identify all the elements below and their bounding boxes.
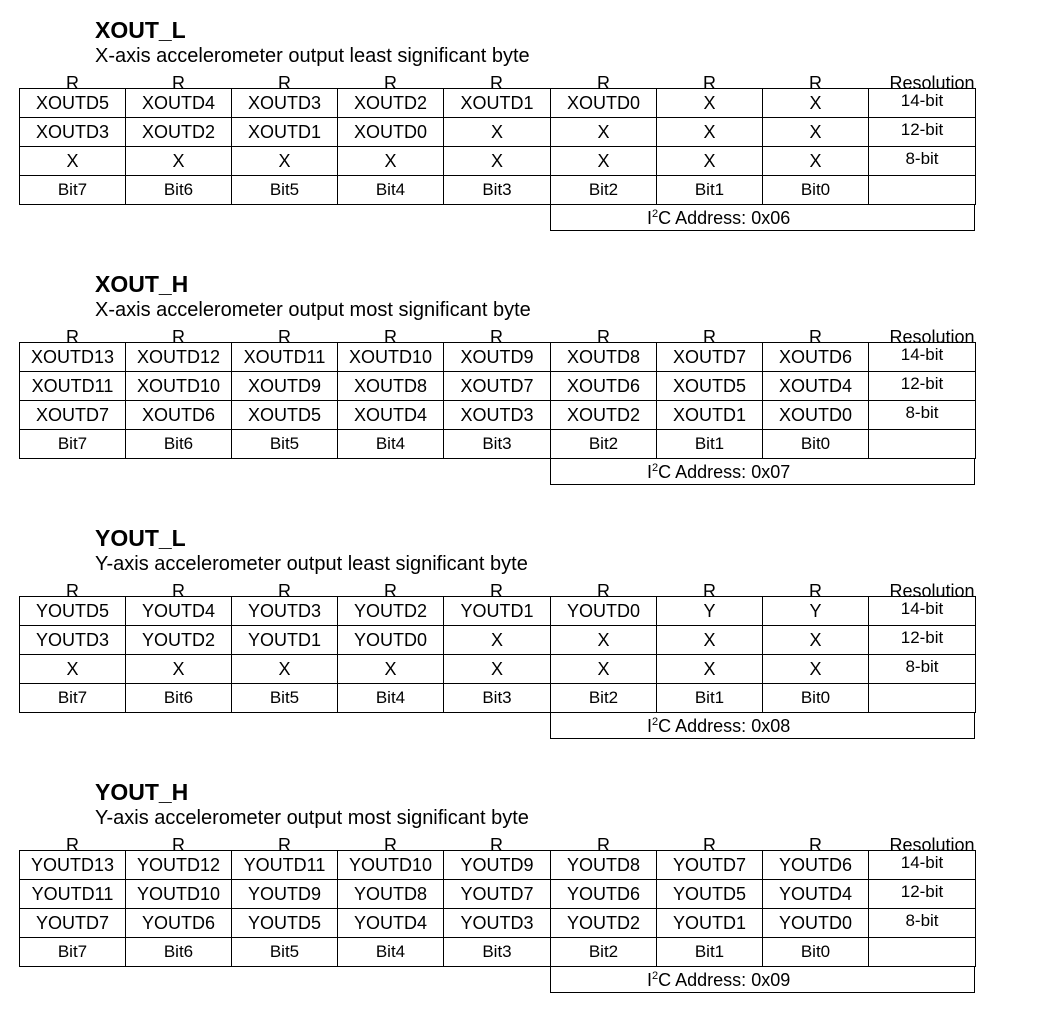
bit-cell: YOUTD10 (338, 851, 444, 880)
bit-cell: XOUTD7 (444, 372, 551, 401)
access-label: R (278, 73, 291, 93)
bit-number-cell: Bit3 (444, 938, 551, 967)
addr-label: C Address: (658, 716, 747, 736)
addr-value: 0x06 (751, 208, 791, 228)
bit-cell: YOUTD5 (232, 909, 338, 938)
bit-cell: YOUTD3 (20, 626, 126, 655)
bit-cell: Y (763, 597, 869, 626)
bit-cell: X (126, 655, 232, 684)
register-table (19, 596, 976, 713)
bit-number-cell: Bit0 (763, 684, 869, 713)
bit-cell: X (551, 655, 657, 684)
bit-cell: XOUTD7 (20, 401, 126, 430)
bit-number-cell: Bit0 (763, 430, 869, 459)
bit-cell: XOUTD2 (126, 118, 232, 147)
bit-cell: YOUTD4 (338, 909, 444, 938)
bit-number-cell: Bit5 (232, 176, 338, 205)
bit-cell: XOUTD11 (232, 343, 338, 372)
resolution-cell: 8-bit (869, 655, 976, 684)
access-label: R (703, 327, 716, 347)
i2c-address (550, 205, 975, 231)
resolution-cell: 8-bit (869, 147, 976, 176)
resolution-header: Resolution (889, 581, 975, 601)
bit-cell: XOUTD1 (444, 89, 551, 118)
bit-cell: X (232, 147, 338, 176)
bit-cell: X (232, 655, 338, 684)
register-name: XOUT_H (95, 271, 189, 297)
bit-cell: YOUTD11 (20, 880, 126, 909)
access-label: R (490, 73, 503, 93)
bit-number-cell: Bit6 (126, 176, 232, 205)
access-label: R (597, 73, 610, 93)
bit-cell: YOUTD7 (444, 880, 551, 909)
bit-number-cell: Bit1 (657, 430, 763, 459)
access-label: R (172, 581, 185, 601)
bit-cell: XOUTD6 (763, 343, 869, 372)
access-label: R (490, 327, 503, 347)
bit-number-cell: Bit4 (338, 176, 444, 205)
bit-cell: YOUTD0 (551, 597, 657, 626)
bit-cell: XOUTD7 (657, 343, 763, 372)
bit-cell: YOUTD1 (444, 597, 551, 626)
register-name: YOUT_L (95, 525, 186, 551)
bit-cell: YOUTD1 (232, 626, 338, 655)
addr-value: 0x07 (751, 462, 791, 482)
bit-cell: XOUTD10 (126, 372, 232, 401)
bit-cell: XOUTD5 (20, 89, 126, 118)
addr-value: 0x08 (751, 716, 791, 736)
bit-cell: XOUTD4 (338, 401, 444, 430)
resolution-header: Resolution (889, 73, 975, 93)
bit-number-cell: Bit1 (657, 684, 763, 713)
bit-cell: YOUTD8 (551, 851, 657, 880)
bit-number-cell: Bit2 (551, 430, 657, 459)
bit-cell: YOUTD2 (551, 909, 657, 938)
bit-cell: X (126, 147, 232, 176)
bit-number-cell: Bit1 (657, 176, 763, 205)
bit-cell: X (338, 655, 444, 684)
bit-number-cell: Bit6 (126, 938, 232, 967)
access-label: R (809, 327, 822, 347)
access-label: R (384, 835, 397, 855)
register-description: X-axis accelerometer output most significant byte (95, 299, 531, 321)
register-description: X-axis accelerometer output least significant byte (95, 45, 530, 67)
bit-cell: X (551, 147, 657, 176)
bit-cell: XOUTD13 (20, 343, 126, 372)
access-label: R (66, 835, 79, 855)
bit-cell: XOUTD9 (232, 372, 338, 401)
access-label: R (172, 835, 185, 855)
resolution-header: Resolution (889, 327, 975, 347)
table-row (20, 597, 976, 626)
bit-cell: XOUTD8 (551, 343, 657, 372)
table-row (20, 401, 976, 430)
addr-label: C Address: (658, 462, 747, 482)
resolution-cell: 12-bit (869, 118, 976, 147)
bit-number-cell: Bit6 (126, 430, 232, 459)
bit-cell: YOUTD6 (551, 880, 657, 909)
bit-cell: X (551, 626, 657, 655)
bit-number-cell: Bit7 (20, 938, 126, 967)
bit-number-cell: Bit5 (232, 938, 338, 967)
resolution-cell: 14-bit (869, 851, 976, 880)
resolution-cell: 12-bit (869, 626, 976, 655)
bit-cell: YOUTD2 (126, 626, 232, 655)
bit-cell: X (444, 655, 551, 684)
access-label: R (703, 835, 716, 855)
register-table (19, 342, 976, 459)
bit-cell: YOUTD8 (338, 880, 444, 909)
bit-cell: X (444, 118, 551, 147)
access-label: R (278, 327, 291, 347)
bit-number-cell: Bit6 (126, 684, 232, 713)
bit-cell: YOUTD3 (232, 597, 338, 626)
bit-cell: YOUTD11 (232, 851, 338, 880)
addr-sup: 2 (652, 462, 659, 474)
bit-cell: XOUTD2 (551, 401, 657, 430)
bit-cell: XOUTD10 (338, 343, 444, 372)
i2c-address (550, 967, 975, 993)
bit-number-row (20, 430, 976, 459)
bit-number-row (20, 684, 976, 713)
table-row (20, 909, 976, 938)
access-label: R (597, 835, 610, 855)
bit-cell: XOUTD3 (444, 401, 551, 430)
bit-cell: XOUTD8 (338, 372, 444, 401)
resolution-cell: 14-bit (869, 597, 976, 626)
access-label: R (172, 327, 185, 347)
access-label: R (809, 73, 822, 93)
bit-cell: X (657, 147, 763, 176)
bit-cell: YOUTD0 (763, 909, 869, 938)
table-row (20, 880, 976, 909)
access-label: R (278, 835, 291, 855)
table-row (20, 147, 976, 176)
bit-number-cell: Bit2 (551, 938, 657, 967)
bit-cell: XOUTD0 (338, 118, 444, 147)
bit-cell: X (763, 89, 869, 118)
bit-cell: X (763, 118, 869, 147)
empty-cell (869, 176, 976, 205)
access-label: R (597, 327, 610, 347)
access-label: R (66, 327, 79, 347)
empty-cell (869, 430, 976, 459)
bit-cell: XOUTD1 (657, 401, 763, 430)
access-label: R (490, 835, 503, 855)
resolution-cell: 14-bit (869, 343, 976, 372)
access-label: R (384, 327, 397, 347)
access-label: R (809, 835, 822, 855)
bit-number-cell: Bit2 (551, 684, 657, 713)
bit-cell: XOUTD3 (232, 89, 338, 118)
table-row (20, 372, 976, 401)
register-name: XOUT_L (95, 17, 186, 43)
resolution-header: Resolution (889, 835, 975, 855)
access-label: R (809, 581, 822, 601)
i2c-address (550, 713, 975, 739)
bit-cell: YOUTD6 (126, 909, 232, 938)
table-row (20, 343, 976, 372)
bit-cell: XOUTD1 (232, 118, 338, 147)
register-name: YOUT_H (95, 779, 189, 805)
bit-cell: YOUTD5 (20, 597, 126, 626)
register-description: Y-axis accelerometer output least significant byte (95, 553, 528, 575)
addr-label: C Address: (658, 208, 747, 228)
bit-cell: X (20, 147, 126, 176)
bit-number-row (20, 938, 976, 967)
bit-cell: YOUTD12 (126, 851, 232, 880)
empty-cell (869, 684, 976, 713)
bit-cell: XOUTD11 (20, 372, 126, 401)
bit-cell: X (444, 626, 551, 655)
access-label: R (703, 581, 716, 601)
bit-cell: X (657, 626, 763, 655)
bit-number-cell: Bit3 (444, 430, 551, 459)
table-row (20, 655, 976, 684)
register-table (19, 88, 976, 205)
access-label: R (66, 581, 79, 601)
bit-number-cell: Bit2 (551, 176, 657, 205)
access-label: R (490, 581, 503, 601)
bit-number-cell: Bit0 (763, 176, 869, 205)
access-label: R (597, 581, 610, 601)
register-table (19, 850, 976, 967)
bit-cell: YOUTD1 (657, 909, 763, 938)
access-label: R (384, 581, 397, 601)
addr-value: 0x09 (751, 970, 791, 990)
bit-cell: YOUTD3 (444, 909, 551, 938)
resolution-cell: 14-bit (869, 89, 976, 118)
bit-number-cell: Bit1 (657, 938, 763, 967)
addr-prefix: I (647, 970, 653, 990)
bit-number-cell: Bit3 (444, 176, 551, 205)
resolution-cell: 8-bit (869, 909, 976, 938)
bit-cell: YOUTD10 (126, 880, 232, 909)
bit-number-cell: Bit0 (763, 938, 869, 967)
table-row (20, 626, 976, 655)
resolution-cell: 12-bit (869, 880, 976, 909)
bit-cell: YOUTD2 (338, 597, 444, 626)
table-row (20, 89, 976, 118)
bit-cell: YOUTD4 (763, 880, 869, 909)
bit-cell: XOUTD4 (763, 372, 869, 401)
addr-sup: 2 (652, 716, 659, 728)
bit-cell: YOUTD4 (126, 597, 232, 626)
bit-number-cell: Bit7 (20, 430, 126, 459)
bit-cell: XOUTD5 (232, 401, 338, 430)
empty-cell (869, 938, 976, 967)
bit-cell: YOUTD9 (232, 880, 338, 909)
bit-cell: YOUTD6 (763, 851, 869, 880)
bit-cell: XOUTD3 (20, 118, 126, 147)
access-label: R (384, 73, 397, 93)
resolution-cell: 12-bit (869, 372, 976, 401)
addr-sup: 2 (652, 208, 659, 220)
addr-prefix: I (647, 716, 653, 736)
bit-number-row (20, 176, 976, 205)
addr-label: C Address: (658, 970, 747, 990)
bit-cell: YOUTD0 (338, 626, 444, 655)
bit-number-cell: Bit4 (338, 684, 444, 713)
bit-cell: XOUTD2 (338, 89, 444, 118)
addr-sup: 2 (652, 970, 659, 982)
addr-prefix: I (647, 462, 653, 482)
bit-cell: X (763, 147, 869, 176)
bit-number-cell: Bit4 (338, 938, 444, 967)
bit-cell: X (20, 655, 126, 684)
i2c-address (550, 459, 975, 485)
bit-cell: Y (657, 597, 763, 626)
bit-cell: YOUTD7 (20, 909, 126, 938)
bit-number-cell: Bit5 (232, 430, 338, 459)
bit-number-cell: Bit5 (232, 684, 338, 713)
bit-cell: XOUTD12 (126, 343, 232, 372)
addr-prefix: I (647, 208, 653, 228)
bit-cell: YOUTD7 (657, 851, 763, 880)
access-label: R (703, 73, 716, 93)
bit-cell: X (657, 655, 763, 684)
resolution-cell: 8-bit (869, 401, 976, 430)
bit-cell: X (657, 118, 763, 147)
bit-cell: YOUTD5 (657, 880, 763, 909)
bit-cell: X (444, 147, 551, 176)
bit-cell: XOUTD0 (763, 401, 869, 430)
bit-cell: X (657, 89, 763, 118)
access-label: R (66, 73, 79, 93)
access-label: R (278, 581, 291, 601)
bit-cell: XOUTD6 (551, 372, 657, 401)
bit-number-cell: Bit4 (338, 430, 444, 459)
bit-cell: X (551, 118, 657, 147)
register-description: Y-axis accelerometer output most significant byte (95, 807, 529, 829)
table-row (20, 851, 976, 880)
bit-cell: YOUTD13 (20, 851, 126, 880)
bit-cell: X (763, 655, 869, 684)
bit-cell: XOUTD9 (444, 343, 551, 372)
bit-cell: X (338, 147, 444, 176)
bit-cell: X (763, 626, 869, 655)
bit-cell: XOUTD0 (551, 89, 657, 118)
bit-number-cell: Bit3 (444, 684, 551, 713)
bit-cell: XOUTD5 (657, 372, 763, 401)
bit-cell: XOUTD4 (126, 89, 232, 118)
bit-cell: YOUTD9 (444, 851, 551, 880)
access-label: R (172, 73, 185, 93)
bit-cell: XOUTD6 (126, 401, 232, 430)
bit-number-cell: Bit7 (20, 684, 126, 713)
table-row (20, 118, 976, 147)
bit-number-cell: Bit7 (20, 176, 126, 205)
